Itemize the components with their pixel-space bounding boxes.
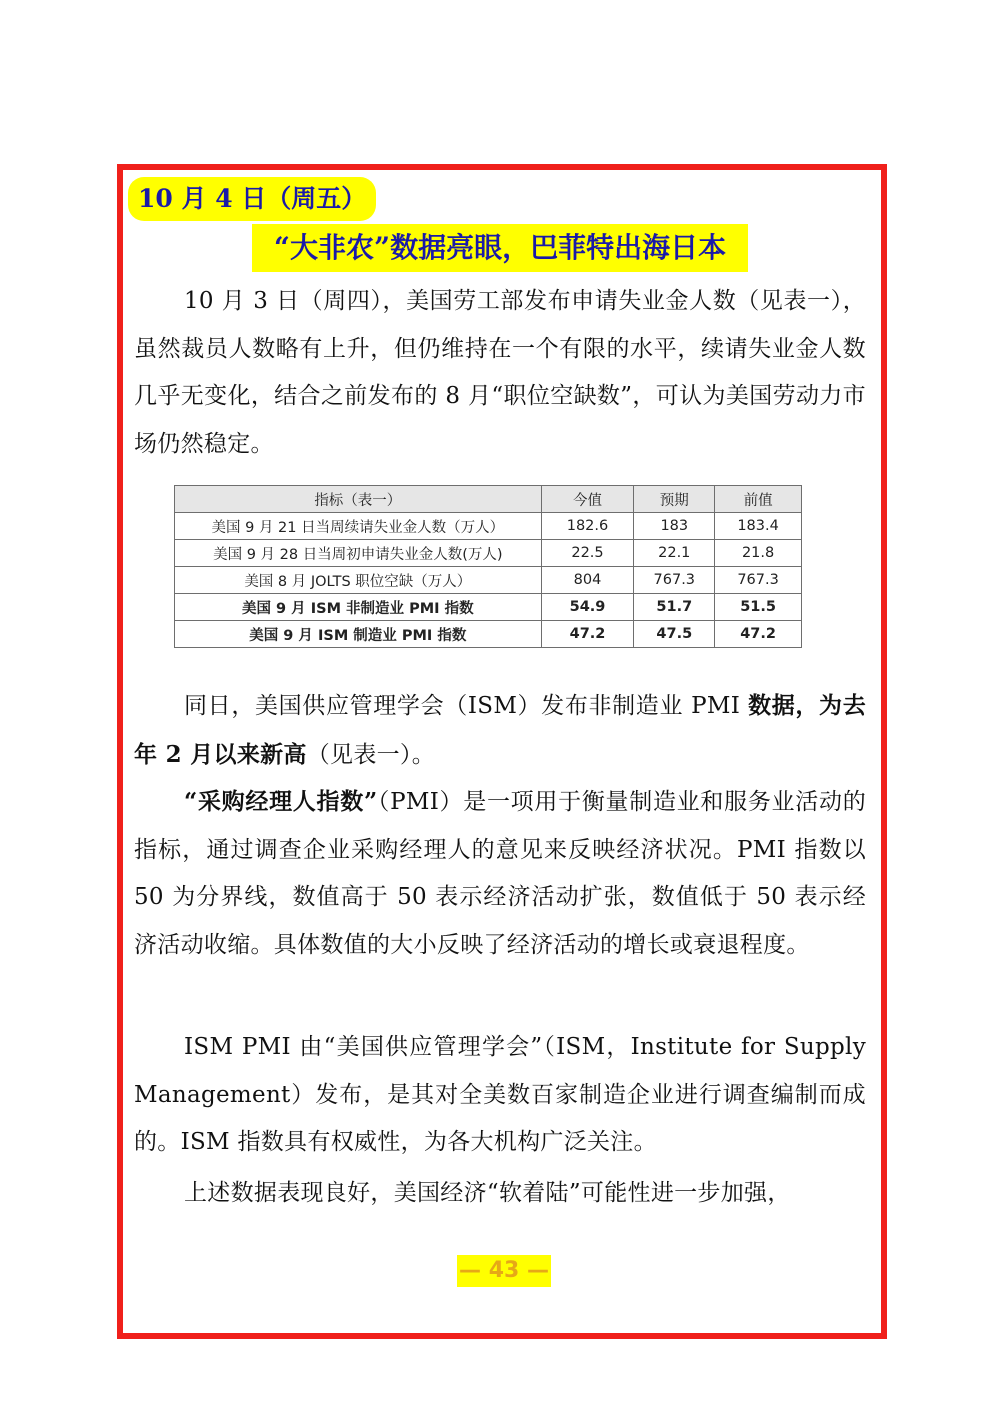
table-cell: 美国 8 月 JOLTS 职位空缺（万人） [175, 567, 542, 594]
data-table [174, 485, 802, 648]
table-row [175, 621, 802, 648]
table-cell: 51.5 [715, 594, 802, 621]
table-cell: 美国 9 月 21 日当周续请失业金人数（万人） [175, 513, 542, 540]
paragraph-1: 10 月 3 日（周四），美国劳工部发布申请失业金人数（见表一），虽然裁员人数略有上升，但仍维持在一个有限的水平，续请失业金人数几乎无变化，结合之前发布的 8 月“职位空缺数”，可认为美国劳动力市场仍然稳定。 [134, 288, 866, 457]
table-cell: 804 [541, 567, 634, 594]
table-cell: 51.7 [634, 594, 715, 621]
table-cell: 183 [634, 513, 715, 540]
paragraph-2-highlight: 数据，为去年 2 月以来新高 [134, 692, 867, 768]
page-number: — 43 — [457, 1255, 551, 1287]
headline: “大非农”数据亮眼，巴菲特出海日本 [252, 224, 748, 272]
table-cell: 54.9 [541, 594, 634, 621]
pmi-term: “采购经理人指数” [184, 788, 378, 815]
header-forecast: 预期 [634, 486, 715, 513]
table-cell: 182.6 [541, 513, 634, 540]
paragraph-3-text: （PMI）是一项用于衡量制造业和服务业活动的指标，通过调查企业采购经理人的意见来反映经济状况。PMI 指数以 50 为分界线，数值高于 50 表示经济活动扩张，数值低于 50 表示经济活动收缩。具体数值的大小反映了经济活动的增长或衰退程度。 [134, 789, 866, 958]
table-cell: 美国 9 月 ISM 制造业 PMI 指数 [175, 621, 542, 648]
paragraph-2-end: （见表一）。 [306, 741, 436, 768]
table-row [175, 540, 802, 567]
table-cell: 47.5 [634, 621, 715, 648]
table-cell: 美国 9 月 28 日当周初申请失业金人数(万人) [175, 540, 542, 567]
table-header-row [175, 486, 802, 513]
date-tag: 10 月 4 日（周五） [128, 177, 376, 221]
table-cell: 183.4 [715, 513, 802, 540]
paragraph-2 [134, 682, 866, 779]
table-cell: 767.3 [715, 567, 802, 594]
table-cell: 22.1 [634, 540, 715, 567]
paragraph-2-text: 同日，美国供应管理学会（ISM）发布非制造业 PMI [184, 693, 749, 719]
header-previous: 前值 [715, 486, 802, 513]
table-cell: 767.3 [634, 567, 715, 594]
table-cell: 22.5 [541, 540, 634, 567]
table-cell: 47.2 [715, 621, 802, 648]
table-cell: 21.8 [715, 540, 802, 567]
table-cell: 美国 9 月 ISM 非制造业 PMI 指数 [175, 594, 542, 621]
table-row [175, 567, 802, 594]
paragraph-4: ISM PMI 由“美国供应管理学会”（ISM，Institute for Supply Management）发布，是其对全美数百家制造企业进行调查编制而成的。ISM 指数具有权威性，为各大机构广泛关注。 [134, 1034, 866, 1155]
paragraph-5: 上述数据表现良好，美国经济“软着陆”可能性进一步加强， [184, 1180, 791, 1206]
table-cell: 47.2 [541, 621, 634, 648]
header-indicator: 指标（表一） [175, 486, 542, 513]
header-current: 今值 [541, 486, 634, 513]
table-row [175, 513, 802, 540]
paragraph-3 [134, 778, 866, 969]
table-row [175, 594, 802, 621]
